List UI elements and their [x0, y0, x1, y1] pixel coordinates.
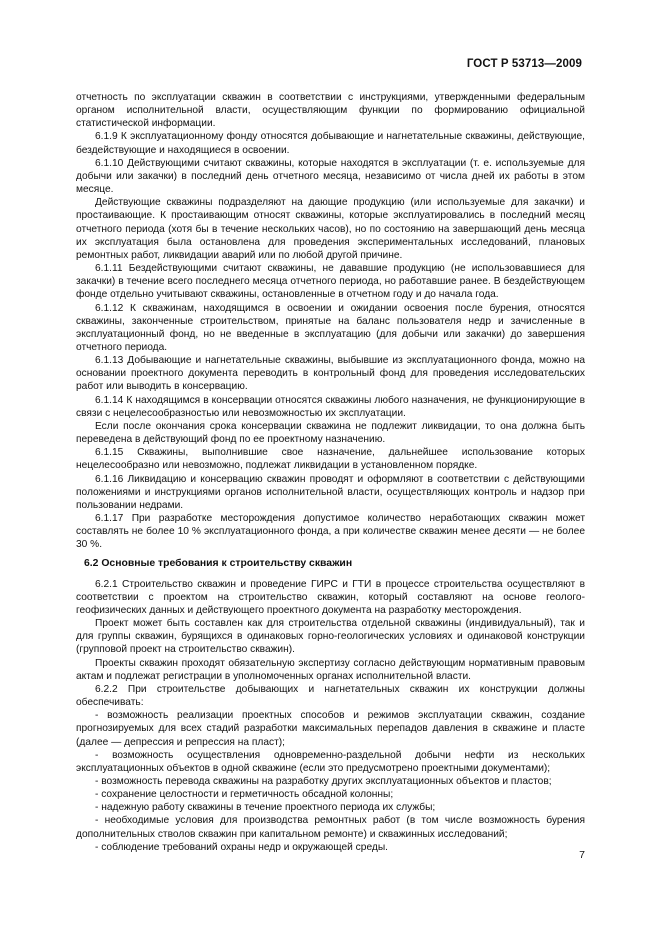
paragraph: 6.1.16 Ликвидацию и консервацию скважин проводят и оформляют в соответствии с действующими положениями и инструкциями органов исполнительной власти, осуществляющих контроль и надзор при пользовании недрами. [76, 473, 585, 511]
paragraph: 6.2.1 Строительство скважин и проведение ГИРС и ГТИ в процессе строительства осуществляют в соответствии с проектом на строительство скважин, который составляют на основе геолого-геофизических данных и действующего проектного документа на разработку месторождения. [76, 578, 585, 616]
paragraph: 6.2.2 При строительстве добывающих и нагнетательных скважин их конструкции должны обеспечивать: [76, 683, 585, 709]
paragraph: 6.1.9 К эксплуатационному фонду относятся добывающие и нагнетательные скважины, действующие, бездействующие и находящиеся в освоении. [76, 131, 585, 156]
paragraph: 6.1.11 Бездействующими считают скважины, не дававшие продукцию (не использовавшиеся для закачки) в течение всего последнего месяца отчетного периода, но работавшие ранее. В бездействующем фонде отдельно учитывают скважины, остановленные в отчетном году и до начала года. [76, 263, 585, 301]
section-heading: 6.2 Основные требования к строительству скважин [84, 558, 353, 570]
paragraph: Действующие скважины подразделяют на дающие продукцию (или используемые для закачки) и простаивающие. К простаивающим относят скважины, которые эксплуатировались в последний месяц отчетного периода (хотя бы в течение нескольких часов), но по состоянию на завершающий день месяца их эксплуатация была остановлена для проведения экспериментальных исследований, плановых ремонтных работ, ликвидации аварий или по любой другой причине. [76, 197, 585, 261]
paragraph: 6.1.12 К скважинам, находящимся в освоении и ожидании освоения после бурения, относятся скважины, законченные строительством, принятые на баланс пользователя недр и зачисленные в эксплуатационный фонд, но не введенные в эксплуатацию (для добычи или закачки) до завершения отчетного периода. [76, 302, 585, 353]
paragraph: 6.1.10 Действующими считают скважины, которые находятся в эксплуатации (т. е. используемые для добычи или закачки) в последний день отчетного месяца, независимо от числа дней их работы в этом месяце. [76, 157, 585, 196]
paragraph: - возможность перевода скважины на разработку других эксплуатационных объектов и пластов; [95, 775, 552, 787]
paragraph: Проект может быть составлен как для строительства отдельной скважины (индивидуальный), так и для группы скважин, бурящихся в одинаковых горно-геологических условиях и одинаковой конструкции (групповой проект на строительство скважин). [76, 618, 585, 656]
paragraph: 6.1.14 К находящимся в консервации относятся скважины любого назначения, не функционирующие в связи с нецелесообразностью или невозможностью их эксплуатации. [76, 394, 585, 419]
continued-paragraph: отчетность по эксплуатации скважин в соответствии с инструкциями, утвержденными федеральным органом исполнительной власти, осуществляющим функции по формированию официальной статистической информации. [76, 92, 585, 130]
paragraph: - возможность реализации проектных способов и режимов эксплуатации скважин, создание прогнозируемых для всех стадий разработки максимальных перепадов давления в скважине и пласте (далее — депрессия и репрессия на пласт); [76, 710, 585, 748]
paragraph: - сохранение целостности и герметичность обсадной колонны; [95, 789, 394, 801]
document-body [76, 91, 585, 854]
paragraph: - соблюдение требований охраны недр и окружающей среды. [95, 841, 388, 853]
paragraph: 6.1.17 При разработке месторождения допустимое количество неработающих скважин может составлять не более 10 % эксплуатационного фонда, а при количестве скважин менее десяти — не более 30 %. [76, 513, 585, 551]
paragraph: 6.1.13 Добывающие и нагнетательные скважины, выбывшие из эксплуатационного фонда, можно на основании проектного документа переводить в контрольный фонд для проведения исследовательских работ или выводить в консервацию. [76, 355, 585, 393]
standard-designation: ГОСТ Р 53713—2009 [466, 58, 582, 70]
paragraph: Если после окончания срока консервации скважина не подлежит ликвидации, то она должна быть переведена в действующий фонд по ее проектному назначению. [76, 420, 585, 446]
paragraph: 6.1.15 Скважины, выполнившие свое назначение, дальнейшее использование которых нецелесообразно или невозможно, подлежат ликвидации в установленном порядке. [76, 447, 585, 472]
paragraph: - надежную работу скважины в течение проектного периода их службы; [95, 802, 436, 814]
page-number: 7 [579, 849, 585, 861]
paragraph: - возможность осуществления одновременно-раздельной добычи нефти из нескольких эксплуатационных объектов в одной скважине (если это предусмотрено проектными документами); [76, 749, 585, 774]
paragraph: Проекты скважин проходят обязательную экспертизу согласно действующим нормативным правовым актам и подлежат регистрации в уполномоченных органах исполнительной власти. [76, 657, 585, 682]
paragraph: - необходимые условия для производства ремонтных работ (в том числе возможность бурения дополнительных стволов скважин при капитальном ремонте) и скважинных исследований; [76, 815, 585, 840]
